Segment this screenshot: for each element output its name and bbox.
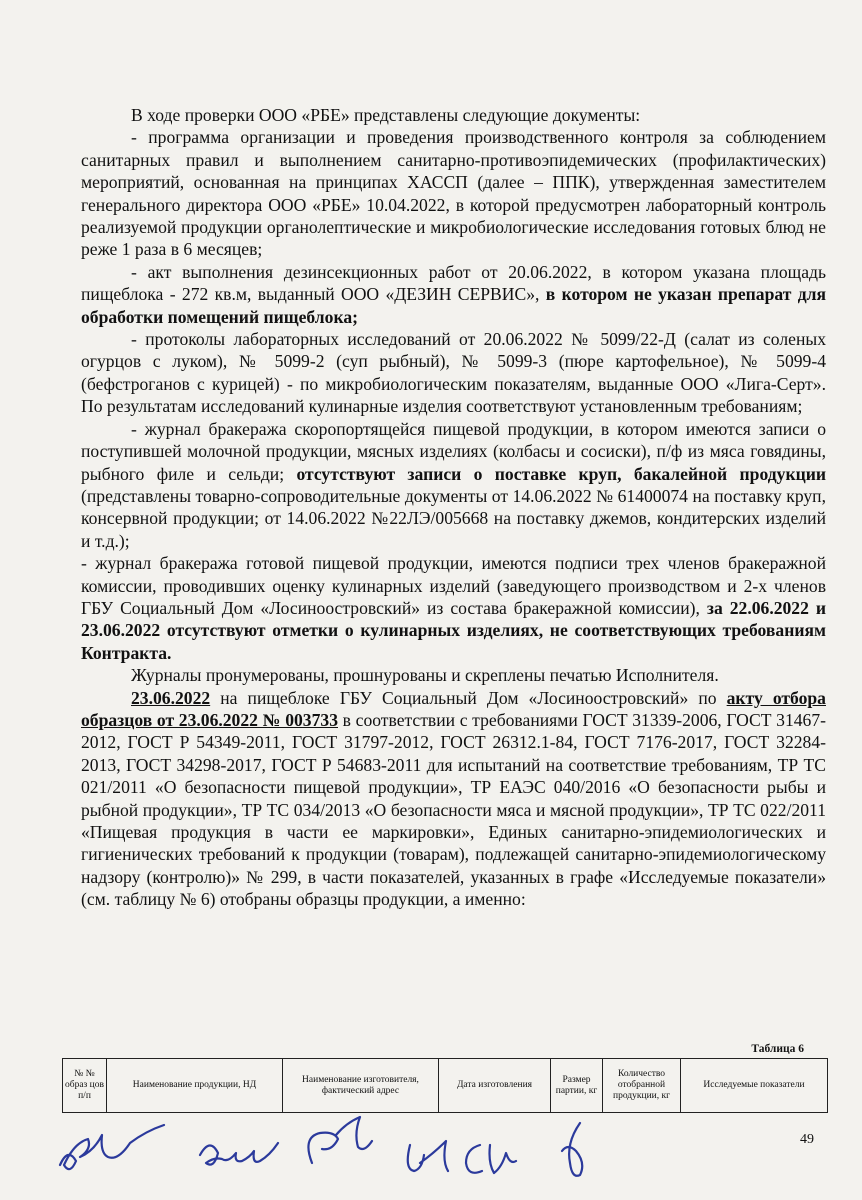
header-manufacturer: Наименование изготовителя, фактический адрес — [283, 1059, 439, 1113]
paragraph-3 — [81, 261, 826, 328]
text-run: в соответствии с требованиями ГОСТ 31339-2006, ГОСТ 31467-2012, ГОСТ Р 54349-2011, ГОСТ 31797-2012, ГОСТ 26312.1-84, ГОСТ 7176-2017, ГОСТ 32284-2013, ГОСТ 34298-2017, ГОСТ Р 54683-2011 для испытаний на соответствие требованиям, ТР ТС 021/2011 «О безопасности пищевой продукции», ТР ЕАЭС 040/2016 «О безопасности рыбы и рыбной продукции», ТР ТС 034/2013 «О безопасности мяса и мясной продукции», ТР ТС 022/2011 «Пищевая продукция в части ее маркировки», Единых санитарно-эпидемиологических и гигиенических требований к продукции (товарам), подлежащей санитарно-эпидемиологическому надзору (контролю)» № 299, в части показателей, указанных в графе «Исследуемые показатели» (см. таблицу № 6) отобраны образцы продукции, а именно: — [81, 709, 826, 910]
header-batch-size: Размер партии, кг — [551, 1059, 603, 1113]
products-table — [62, 1058, 828, 1113]
signature-4 — [408, 1141, 448, 1171]
table-header-row — [63, 1059, 828, 1113]
paragraph-4 — [81, 328, 826, 418]
signature-1 — [60, 1125, 164, 1169]
text-run: - программа организации и проведения производственного контроля за соблюдением санитарных правил и выполнением санитарно-противоэпидемических (профилактических) мероприятий, основанная на принципах ХАССП (далее – ППК), утвержденная заместителем генерального директора ООО «РБЕ» 10.04.2022, в которой предусмотрен лабораторный контроль реализуемой продукции органолептические и микробиологические исследования готовых блюд не реже 1 раза в 6 месяцев; — [81, 127, 826, 260]
paragraph-1 — [81, 104, 826, 126]
emphasis-run: 23.06.2022 — [131, 687, 211, 708]
text-run: В ходе проверки ООО «РБЕ» представлены следующие документы: — [131, 105, 641, 125]
text-run: (представлены товарно-сопроводительные документы от 14.06.2022 № 61400074 на поставку круп, консервной продукции; от 14.06.2022 №22ЛЭ/005668 на поставку джемов, кондитерских изделий и т.д.); — [81, 485, 826, 551]
header-product-name: Наименование продукции, НД — [107, 1059, 283, 1113]
body-text — [81, 104, 826, 911]
text-run: - журнал бракеража готовой пищевой продукции, имеются подписи трех членов бракеражной комиссии, проводивших оценку кулинарных изделий (заведующего производством и 2-х членов ГБУ Социальный Дом «Лосиноостровский» из состава бракеражной комиссии), — [81, 553, 826, 618]
text-run: - протоколы лабораторных исследований от 20.06.2022 № 5099/22-Д (салат из соленых огурцов с луком), № 5099-2 (суп рыбный), № 5099-3 (пюре картофельное), № 5099-4 (бефстроганов с курицей) - по микробиологическим показателям, выданные ООО «Лига-Серт». По результатам исследований кулинарные изделия соответствуют установленным требованиям; — [81, 329, 826, 417]
emphasis-run: в котором не указан препарат для обработки помещений пищеблока; — [81, 284, 826, 327]
paragraph-6 — [81, 552, 826, 664]
table-caption: Таблица 6 — [751, 1043, 804, 1055]
text-run: - журнал бракеража скоропортящейся пищевой продукции, в котором имеются записи о поступившей молочной продукции, мясных изделиях (колбасы и сосиски), п/ф из мяса говядины, рыбного филе и сельди; — [81, 418, 826, 484]
handwritten-signatures — [50, 1115, 610, 1195]
signature-5 — [466, 1145, 516, 1173]
header-production-date: Дата изготовления — [439, 1059, 551, 1113]
header-tested-indicators: Исследуемые показатели — [681, 1059, 828, 1113]
text-run: Журналы пронумерованы, прошнурованы и скреплены печатью Исполнителя. — [131, 665, 719, 686]
emphasis-run: отсутствуют записи о поставке круп, бакалейной продукции — [296, 463, 826, 484]
emphasis-run: за 22.06.2022 и 23.06.2022 отсутствуют отметки о кулинарных изделиях, не соответствующих требованиям Контракта. — [81, 597, 826, 663]
paragraph-7 — [81, 664, 826, 686]
paragraph-8 — [81, 687, 826, 911]
paragraph-5 — [81, 418, 826, 552]
text-run: - акт выполнения дезинсекционных работ от 20.06.2022, в котором указана площадь пищеблока - 272 кв.м, выданный ООО «ДЕЗИН СЕРВИС», — [81, 261, 826, 305]
header-sampled-quantity: Количество отобранной продукции, кг — [603, 1059, 681, 1113]
signature-2 — [200, 1143, 278, 1165]
page-number: 49 — [800, 1132, 814, 1147]
paragraph-2 — [81, 126, 826, 260]
text-run: на пищеблоке ГБУ Социальный Дом «Лосиноостровский» по — [210, 687, 727, 708]
emphasis-run: акту отбора образцов от 23.06.2022 № 003733 — [81, 687, 826, 730]
signature-6 — [562, 1123, 582, 1176]
signature-3 — [308, 1117, 372, 1163]
header-sample-number: № № образ цов п/п — [63, 1059, 107, 1113]
